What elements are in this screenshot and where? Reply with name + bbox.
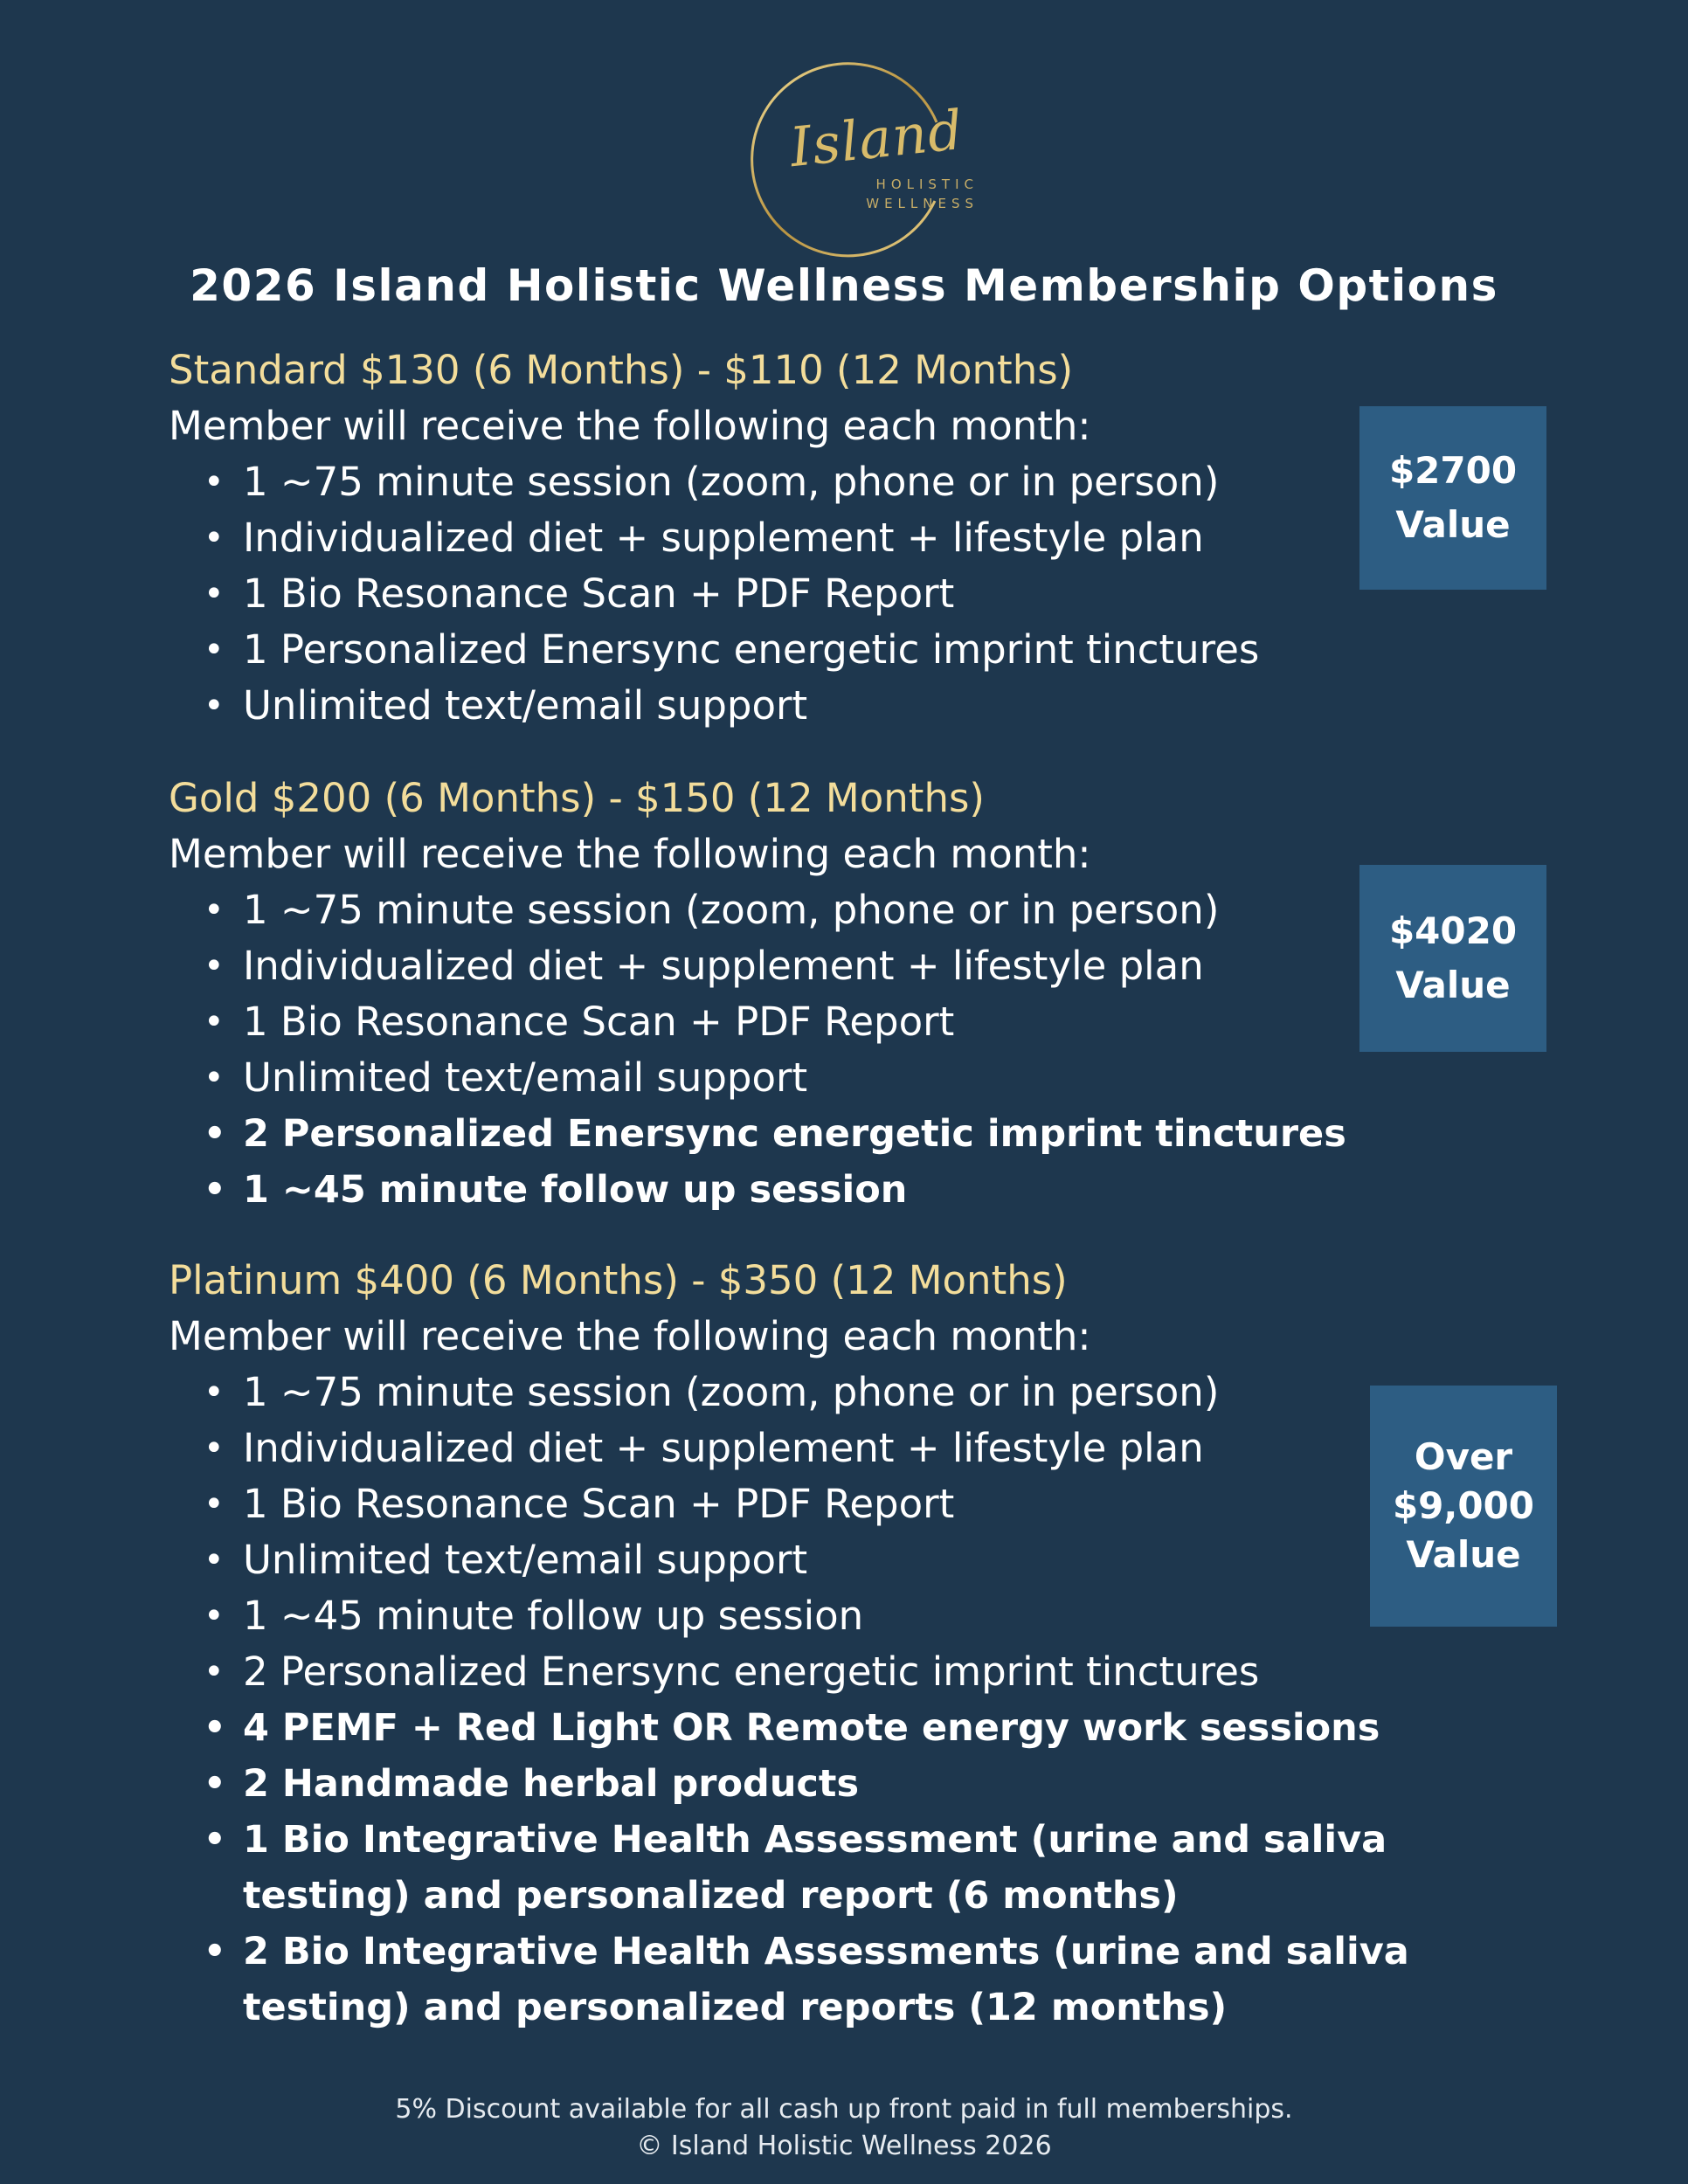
value-label: Value bbox=[1395, 503, 1511, 546]
list-item-continuation: testing) and personalized reports (12 months) bbox=[243, 1986, 1228, 2029]
list-item: • 1 ~45 minute follow up session bbox=[169, 1162, 1444, 1218]
value-label: Value bbox=[1395, 964, 1511, 1006]
feature-list bbox=[169, 882, 1444, 1218]
plan-intro: Member will receive the following each month: bbox=[169, 1313, 1091, 1359]
list-item: • 2 Bio Integrative Health Assessments (urine and saliva bbox=[169, 1924, 1444, 1980]
value-badge-gold bbox=[1359, 865, 1546, 1052]
feature-list bbox=[169, 454, 1444, 734]
page-title: 2026 Island Holistic Wellness Membership Options bbox=[190, 260, 1498, 311]
list-item: • 2 Handmade herbal products bbox=[169, 1756, 1444, 1812]
plan-intro: Member will receive the following each month: bbox=[169, 831, 1091, 877]
value-badge-standard bbox=[1359, 406, 1546, 590]
value-prefix: Over bbox=[1414, 1435, 1513, 1478]
list-item: • Individualized diet + supplement + lifestyle plan bbox=[169, 1420, 1444, 1476]
logo-line-wellness: WELLNESS bbox=[866, 196, 979, 211]
list-item: • 1 Bio Resonance Scan + PDF Report bbox=[169, 566, 1444, 622]
list-item: • 2 Personalized Enersync energetic imprint tinctures bbox=[169, 1106, 1444, 1162]
list-item: • 1 Personalized Enersync energetic imprint tinctures bbox=[169, 622, 1444, 678]
value-amount: $2700 bbox=[1388, 449, 1518, 492]
plan-gold bbox=[169, 771, 1444, 1218]
copyright: © Island Holistic Wellness 2026 bbox=[636, 2131, 1052, 2161]
list-item: • Individualized diet + supplement + lifestyle plan bbox=[169, 938, 1444, 994]
logo-line-holistic: HOLISTIC bbox=[875, 176, 979, 192]
list-item: • Unlimited text/email support bbox=[169, 1050, 1444, 1106]
value-badge-platinum bbox=[1370, 1386, 1557, 1627]
logo-script: Island bbox=[786, 97, 967, 180]
list-item: • Unlimited text/email support bbox=[169, 1532, 1444, 1588]
list-item: • 2 Personalized Enersync energetic imprint tinctures bbox=[169, 1644, 1444, 1700]
list-item: • 1 Bio Resonance Scan + PDF Report bbox=[169, 994, 1444, 1050]
list-item-continuation: testing) and personalized report (6 months) bbox=[243, 1874, 1179, 1918]
feature-list bbox=[169, 1365, 1444, 2035]
list-item: • 1 ~45 minute follow up session bbox=[169, 1588, 1444, 1644]
list-item: • Individualized diet + supplement + lifestyle plan bbox=[169, 510, 1444, 566]
list-item: • 1 ~75 minute session (zoom, phone or in person) bbox=[169, 454, 1444, 510]
footer bbox=[0, 2091, 1688, 2165]
value-amount: $4020 bbox=[1388, 909, 1518, 952]
plan-heading: Gold $200 (6 Months) - $150 (12 Months) bbox=[169, 775, 985, 821]
plan-heading: Platinum $400 (6 Months) - $350 (12 Months) bbox=[169, 1257, 1068, 1303]
plan-standard bbox=[169, 342, 1444, 734]
list-item: • 1 Bio Integrative Health Assessment (urine and saliva bbox=[169, 1812, 1444, 1868]
plan-heading: Standard $130 (6 Months) - $110 (12 Months) bbox=[169, 347, 1074, 393]
list-item: • 1 ~75 minute session (zoom, phone or in person) bbox=[169, 1365, 1444, 1420]
plan-platinum bbox=[169, 1253, 1444, 2035]
value-label: Value bbox=[1406, 1533, 1521, 1576]
value-amount: $9,000 bbox=[1392, 1484, 1535, 1527]
discount-note: 5% Discount available for all cash up front paid in full memberships. bbox=[395, 2094, 1293, 2125]
logo-subtitle bbox=[830, 175, 979, 213]
list-item: • 1 Bio Resonance Scan + PDF Report bbox=[169, 1476, 1444, 1532]
plan-intro: Member will receive the following each month: bbox=[169, 403, 1091, 449]
list-item: • Unlimited text/email support bbox=[169, 678, 1444, 734]
list-item: • 1 ~75 minute session (zoom, phone or in person) bbox=[169, 882, 1444, 938]
list-item: • 4 PEMF + Red Light OR Remote energy work sessions bbox=[169, 1700, 1444, 1756]
